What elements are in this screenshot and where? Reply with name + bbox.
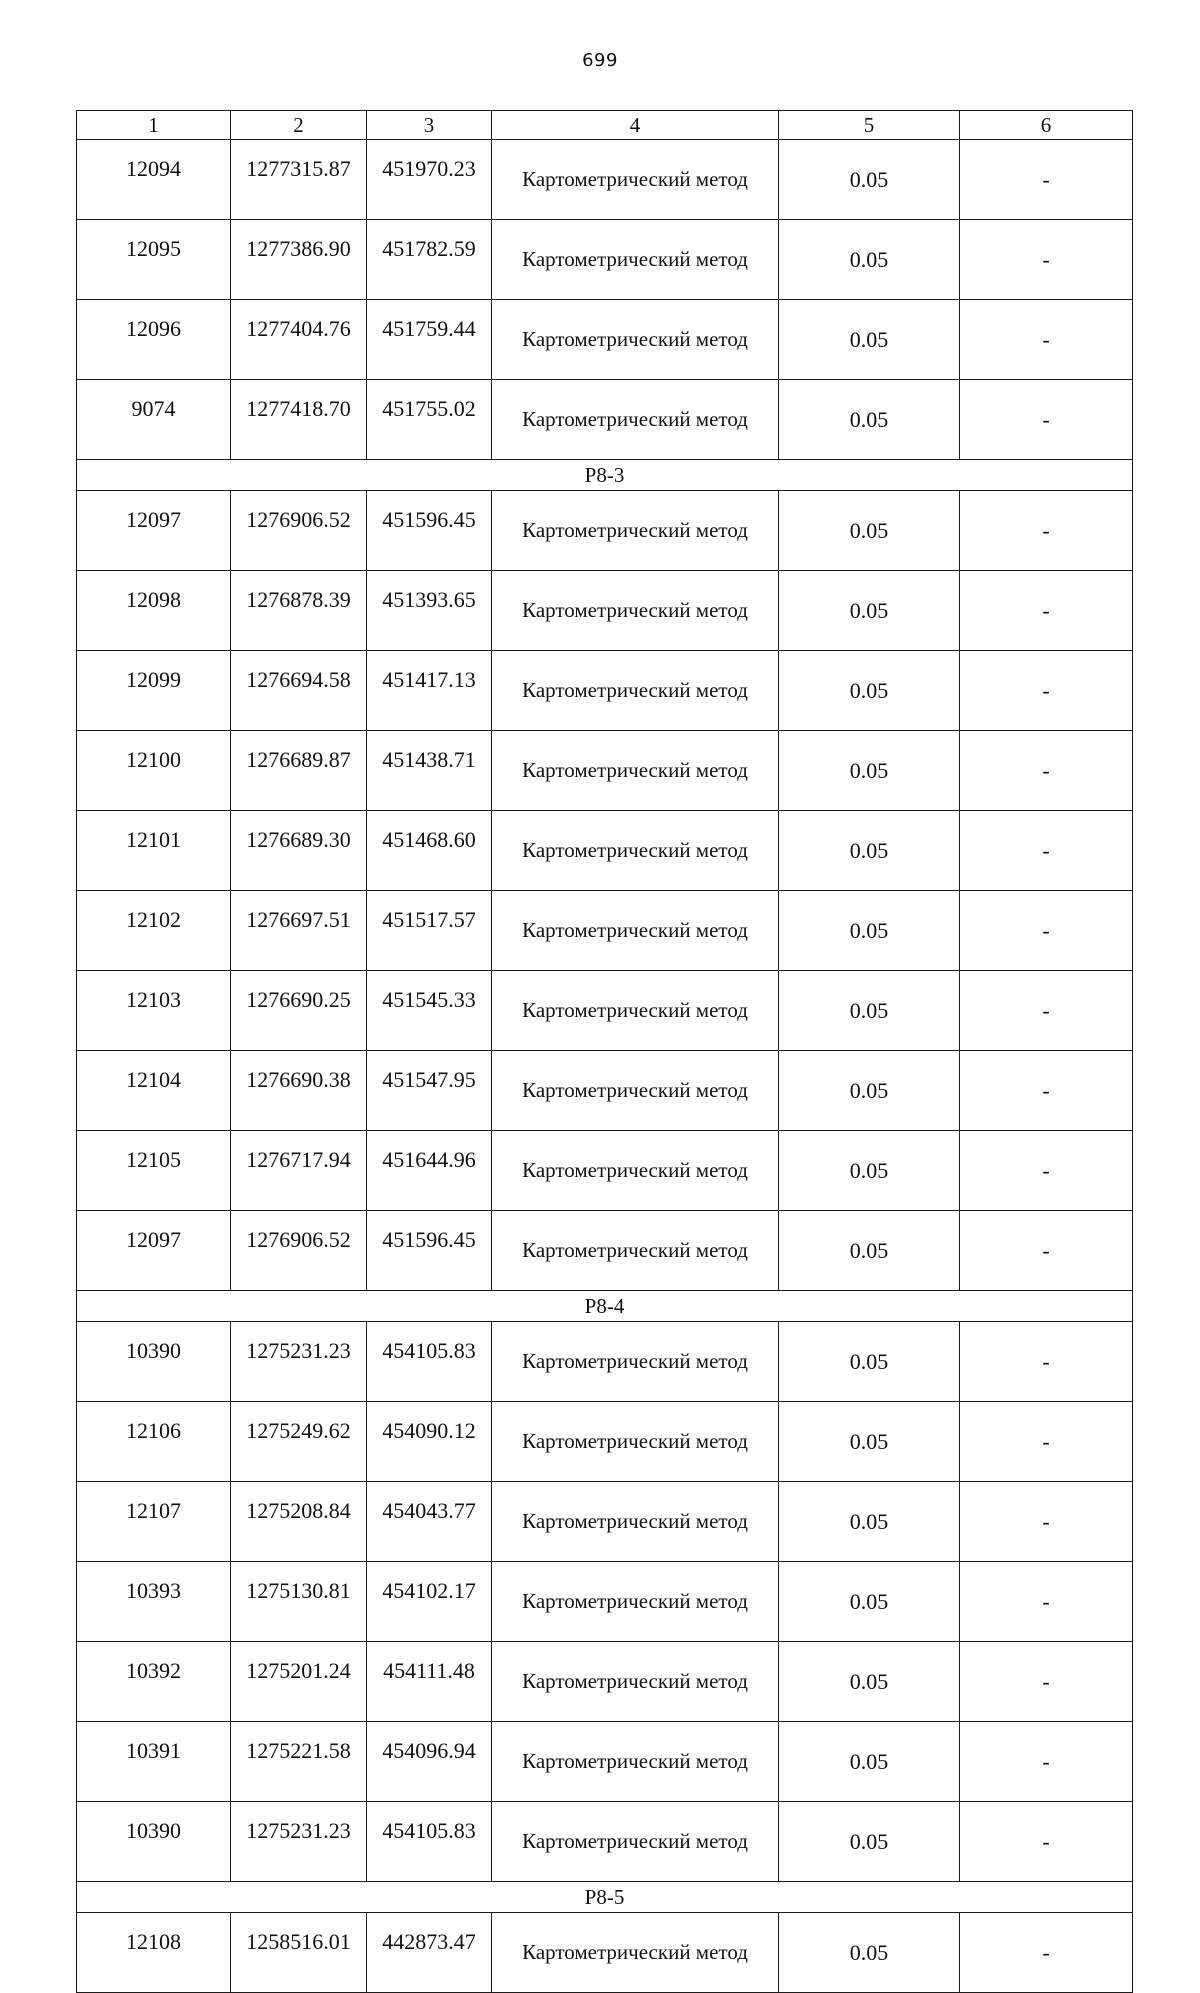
- y-coordinate-cell: 454090.12: [367, 1402, 492, 1482]
- point-number-cell: 12103: [77, 971, 231, 1051]
- y-coordinate-cell: 454105.83: [367, 1802, 492, 1882]
- point-number-cell: 10391: [77, 1722, 231, 1802]
- description-cell: -: [960, 1211, 1133, 1291]
- accuracy-cell: 0.05: [779, 651, 960, 731]
- description-cell: -: [960, 571, 1133, 651]
- x-coordinate-cell: 1276697.51: [231, 891, 367, 971]
- point-number-cell: 12104: [77, 1051, 231, 1131]
- point-number-cell: 10390: [77, 1802, 231, 1882]
- table-row: [77, 1722, 1133, 1802]
- table-row: [77, 1802, 1133, 1882]
- y-coordinate-cell: 451644.96: [367, 1131, 492, 1211]
- table-row: [77, 1562, 1133, 1642]
- table-body: [77, 111, 1133, 1993]
- point-number-cell: 12107: [77, 1482, 231, 1562]
- x-coordinate-cell: 1276689.87: [231, 731, 367, 811]
- description-cell: -: [960, 971, 1133, 1051]
- x-coordinate-cell: 1276906.52: [231, 1211, 367, 1291]
- method-cell: Картометрический метод: [492, 1482, 779, 1562]
- x-coordinate-cell: 1277315.87: [231, 140, 367, 220]
- description-cell: -: [960, 1322, 1133, 1402]
- accuracy-cell: 0.05: [779, 1562, 960, 1642]
- accuracy-cell: 0.05: [779, 971, 960, 1051]
- point-number-cell: 12100: [77, 731, 231, 811]
- y-coordinate-cell: 442873.47: [367, 1913, 492, 1993]
- header-cell: 2: [231, 111, 367, 140]
- accuracy-cell: 0.05: [779, 140, 960, 220]
- description-cell: -: [960, 1562, 1133, 1642]
- header-cell: 4: [492, 111, 779, 140]
- page-number: 699: [582, 50, 618, 71]
- x-coordinate-cell: 1276694.58: [231, 651, 367, 731]
- section-title: Р8-3: [77, 460, 1133, 491]
- description-cell: -: [960, 891, 1133, 971]
- y-coordinate-cell: 451547.95: [367, 1051, 492, 1131]
- table-row: [77, 1642, 1133, 1722]
- accuracy-cell: 0.05: [779, 571, 960, 651]
- method-cell: Картометрический метод: [492, 811, 779, 891]
- description-cell: -: [960, 1642, 1133, 1722]
- y-coordinate-cell: 454105.83: [367, 1322, 492, 1402]
- table-row: [77, 491, 1133, 571]
- table-row: [77, 1482, 1133, 1562]
- description-cell: -: [960, 1402, 1133, 1482]
- description-cell: -: [960, 811, 1133, 891]
- header-cell: 1: [77, 111, 231, 140]
- table-row: [77, 731, 1133, 811]
- method-cell: Картометрический метод: [492, 1562, 779, 1642]
- method-cell: Картометрический метод: [492, 891, 779, 971]
- x-coordinate-cell: 1276717.94: [231, 1131, 367, 1211]
- method-cell: Картометрический метод: [492, 1913, 779, 1993]
- header-cell: 5: [779, 111, 960, 140]
- point-number-cell: 12105: [77, 1131, 231, 1211]
- x-coordinate-cell: 1276878.39: [231, 571, 367, 651]
- point-number-cell: 9074: [77, 380, 231, 460]
- description-cell: -: [960, 1913, 1133, 1993]
- point-number-cell: 12096: [77, 300, 231, 380]
- table-row: [77, 1402, 1133, 1482]
- point-number-cell: 12095: [77, 220, 231, 300]
- method-cell: Картометрический метод: [492, 1322, 779, 1402]
- table-row: [77, 571, 1133, 651]
- section-row: [77, 460, 1133, 491]
- x-coordinate-cell: 1276906.52: [231, 491, 367, 571]
- description-cell: -: [960, 1802, 1133, 1882]
- point-number-cell: 12099: [77, 651, 231, 731]
- accuracy-cell: 0.05: [779, 1913, 960, 1993]
- table-row: [77, 1211, 1133, 1291]
- x-coordinate-cell: 1275231.23: [231, 1802, 367, 1882]
- description-cell: -: [960, 1131, 1133, 1211]
- method-cell: Картометрический метод: [492, 220, 779, 300]
- accuracy-cell: 0.05: [779, 1802, 960, 1882]
- y-coordinate-cell: 454096.94: [367, 1722, 492, 1802]
- accuracy-cell: 0.05: [779, 891, 960, 971]
- table-row: [77, 1322, 1133, 1402]
- method-cell: Картометрический метод: [492, 651, 779, 731]
- description-cell: -: [960, 1482, 1133, 1562]
- point-number-cell: 10390: [77, 1322, 231, 1402]
- x-coordinate-cell: 1276689.30: [231, 811, 367, 891]
- accuracy-cell: 0.05: [779, 1482, 960, 1562]
- description-cell: -: [960, 140, 1133, 220]
- method-cell: Картометрический метод: [492, 300, 779, 380]
- table-row: [77, 971, 1133, 1051]
- table-row: [77, 651, 1133, 731]
- method-cell: Картометрический метод: [492, 1642, 779, 1722]
- description-cell: -: [960, 731, 1133, 811]
- accuracy-cell: 0.05: [779, 731, 960, 811]
- x-coordinate-cell: 1275208.84: [231, 1482, 367, 1562]
- table-row: [77, 380, 1133, 460]
- header-row: [77, 111, 1133, 140]
- x-coordinate-cell: 1276690.38: [231, 1051, 367, 1131]
- section-row: [77, 1291, 1133, 1322]
- accuracy-cell: 0.05: [779, 1131, 960, 1211]
- y-coordinate-cell: 454111.48: [367, 1642, 492, 1722]
- table-row: [77, 220, 1133, 300]
- method-cell: Картометрический метод: [492, 491, 779, 571]
- y-coordinate-cell: 451393.65: [367, 571, 492, 651]
- point-number-cell: 10392: [77, 1642, 231, 1722]
- x-coordinate-cell: 1275221.58: [231, 1722, 367, 1802]
- y-coordinate-cell: 451468.60: [367, 811, 492, 891]
- table-row: [77, 1913, 1133, 1993]
- x-coordinate-cell: 1275249.62: [231, 1402, 367, 1482]
- accuracy-cell: 0.05: [779, 1322, 960, 1402]
- table-row: [77, 811, 1133, 891]
- x-coordinate-cell: 1275231.23: [231, 1322, 367, 1402]
- table-row: [77, 300, 1133, 380]
- y-coordinate-cell: 451545.33: [367, 971, 492, 1051]
- method-cell: Картометрический метод: [492, 971, 779, 1051]
- accuracy-cell: 0.05: [779, 1642, 960, 1722]
- y-coordinate-cell: 451759.44: [367, 300, 492, 380]
- y-coordinate-cell: 451596.45: [367, 1211, 492, 1291]
- y-coordinate-cell: 454102.17: [367, 1562, 492, 1642]
- table-row: [77, 1051, 1133, 1131]
- point-number-cell: 12102: [77, 891, 231, 971]
- accuracy-cell: 0.05: [779, 300, 960, 380]
- method-cell: Картометрический метод: [492, 1802, 779, 1882]
- section-title: Р8-5: [77, 1882, 1133, 1913]
- description-cell: -: [960, 300, 1133, 380]
- table-row: [77, 891, 1133, 971]
- method-cell: Картометрический метод: [492, 1211, 779, 1291]
- point-number-cell: 12106: [77, 1402, 231, 1482]
- table-row: [77, 140, 1133, 220]
- description-cell: -: [960, 651, 1133, 731]
- header-cell: 3: [367, 111, 492, 140]
- accuracy-cell: 0.05: [779, 1051, 960, 1131]
- section-title: Р8-4: [77, 1291, 1133, 1322]
- method-cell: Картометрический метод: [492, 1722, 779, 1802]
- accuracy-cell: 0.05: [779, 220, 960, 300]
- x-coordinate-cell: 1277386.90: [231, 220, 367, 300]
- point-number-cell: 12108: [77, 1913, 231, 1993]
- accuracy-cell: 0.05: [779, 1402, 960, 1482]
- x-coordinate-cell: 1277418.70: [231, 380, 367, 460]
- method-cell: Картометрический метод: [492, 731, 779, 811]
- method-cell: Картометрический метод: [492, 1051, 779, 1131]
- section-row: [77, 1882, 1133, 1913]
- accuracy-cell: 0.05: [779, 811, 960, 891]
- y-coordinate-cell: 451438.71: [367, 731, 492, 811]
- accuracy-cell: 0.05: [779, 1722, 960, 1802]
- y-coordinate-cell: 451517.57: [367, 891, 492, 971]
- point-number-cell: 12097: [77, 491, 231, 571]
- method-cell: Картометрический метод: [492, 380, 779, 460]
- point-number-cell: 12094: [77, 140, 231, 220]
- method-cell: Картометрический метод: [492, 571, 779, 651]
- description-cell: -: [960, 1722, 1133, 1802]
- point-number-cell: 12098: [77, 571, 231, 651]
- x-coordinate-cell: 1277404.76: [231, 300, 367, 380]
- x-coordinate-cell: 1258516.01: [231, 1913, 367, 1993]
- point-number-cell: 12101: [77, 811, 231, 891]
- x-coordinate-cell: 1276690.25: [231, 971, 367, 1051]
- description-cell: -: [960, 220, 1133, 300]
- y-coordinate-cell: 451417.13: [367, 651, 492, 731]
- accuracy-cell: 0.05: [779, 491, 960, 571]
- point-number-cell: 10393: [77, 1562, 231, 1642]
- table-row: [77, 1131, 1133, 1211]
- description-cell: -: [960, 380, 1133, 460]
- accuracy-cell: 0.05: [779, 1211, 960, 1291]
- y-coordinate-cell: 451755.02: [367, 380, 492, 460]
- x-coordinate-cell: 1275130.81: [231, 1562, 367, 1642]
- header-cell: 6: [960, 111, 1133, 140]
- x-coordinate-cell: 1275201.24: [231, 1642, 367, 1722]
- y-coordinate-cell: 454043.77: [367, 1482, 492, 1562]
- description-cell: -: [960, 491, 1133, 571]
- coordinates-table: [76, 110, 1133, 1993]
- point-number-cell: 12097: [77, 1211, 231, 1291]
- method-cell: Картометрический метод: [492, 140, 779, 220]
- accuracy-cell: 0.05: [779, 380, 960, 460]
- method-cell: Картометрический метод: [492, 1402, 779, 1482]
- description-cell: -: [960, 1051, 1133, 1131]
- method-cell: Картометрический метод: [492, 1131, 779, 1211]
- y-coordinate-cell: 451970.23: [367, 140, 492, 220]
- y-coordinate-cell: 451782.59: [367, 220, 492, 300]
- y-coordinate-cell: 451596.45: [367, 491, 492, 571]
